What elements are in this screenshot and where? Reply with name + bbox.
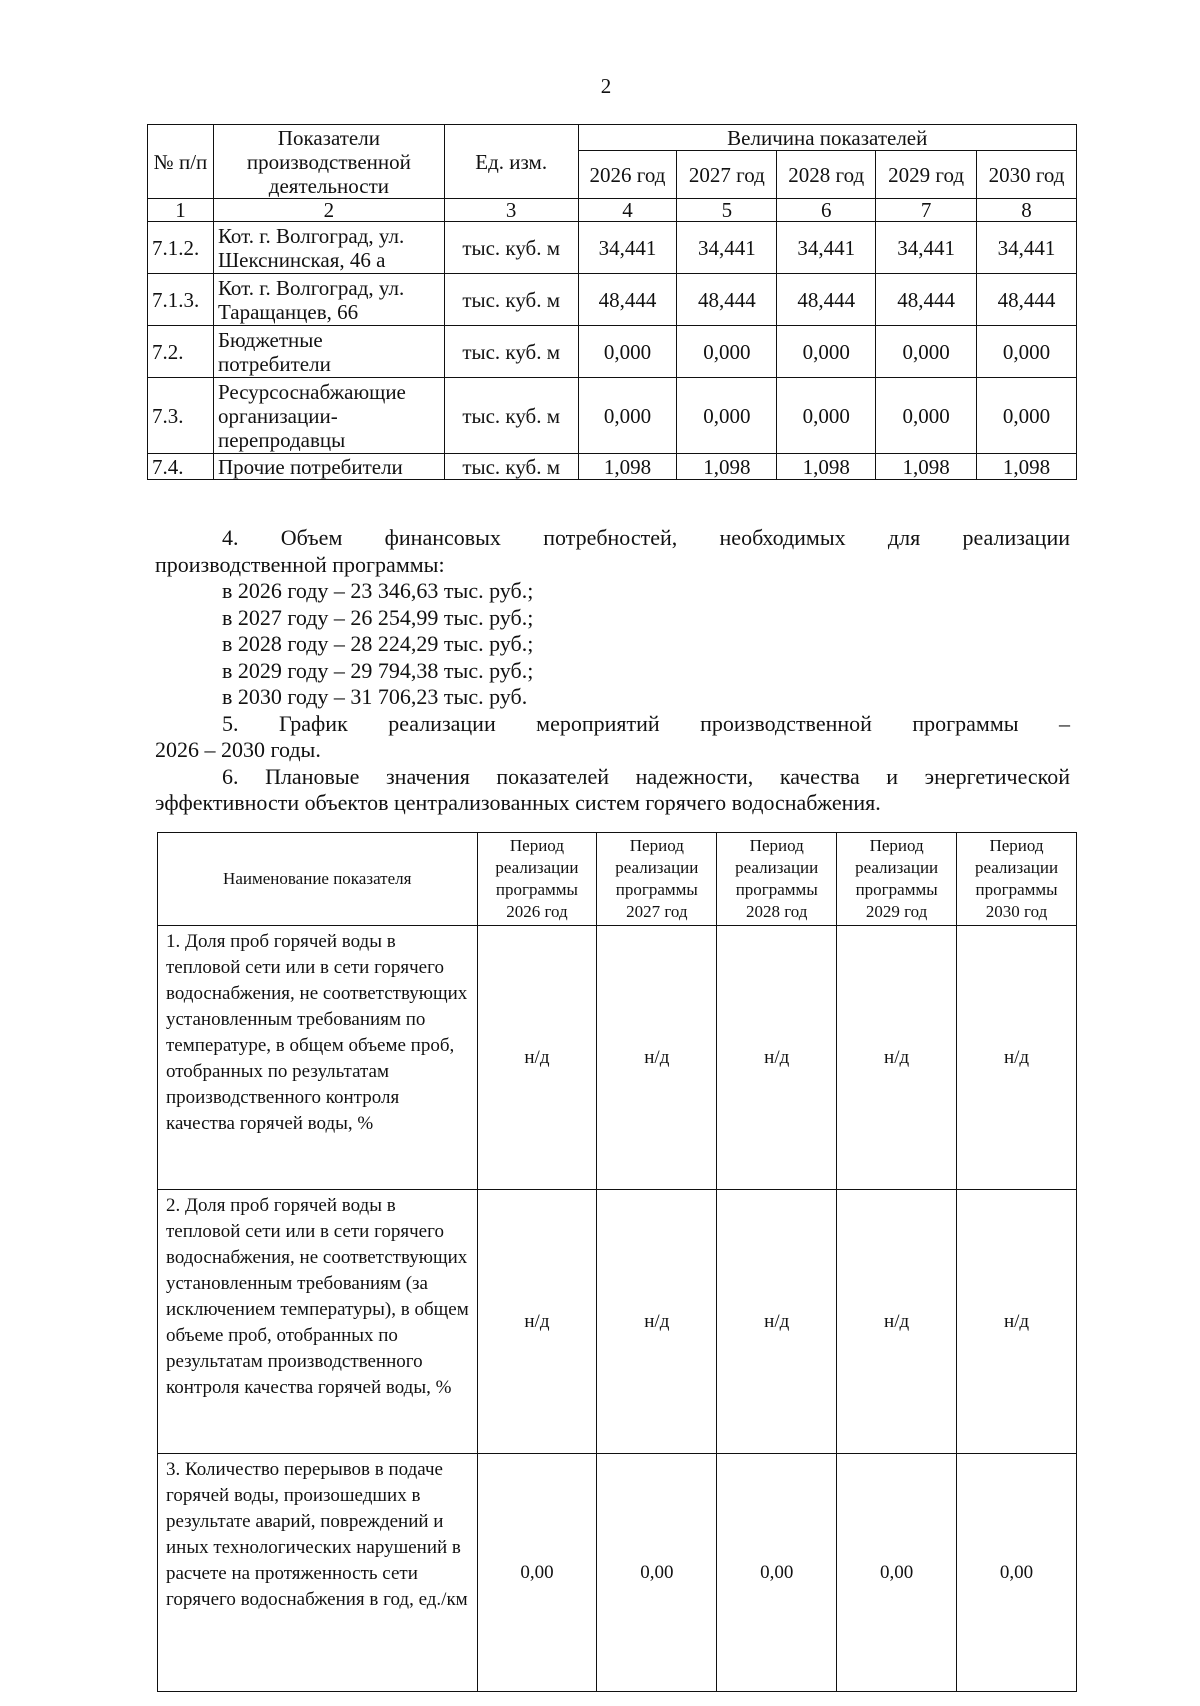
table-row — [148, 274, 1077, 326]
row-unit: тыс. куб. м — [444, 274, 578, 326]
header-period: Период реализации программы 2030 год — [957, 833, 1077, 926]
section-4-heading: 4. Объем финансовых потребностей, необходимых для реализации — [222, 525, 1070, 550]
row-value: 48,444 — [578, 274, 677, 326]
indicator-value: н/д — [837, 1190, 957, 1454]
financing-item: в 2028 году – 28 224,29 тыс. руб.; — [222, 631, 534, 656]
header-period: Период реализации программы 2027 год — [597, 833, 717, 926]
row-value: 34,441 — [876, 222, 977, 274]
header-period: Период реализации программы 2028 год — [717, 833, 837, 926]
row-value: 48,444 — [977, 274, 1077, 326]
row-value: 48,444 — [876, 274, 977, 326]
index-cell: 8 — [977, 199, 1077, 222]
table-row — [158, 1454, 1077, 1692]
row-value: 34,441 — [777, 222, 876, 274]
header-year: 2030 год — [977, 151, 1077, 199]
row-value: 0,000 — [876, 326, 977, 378]
table-row — [158, 926, 1077, 1190]
indicator-value: н/д — [957, 926, 1077, 1190]
header-name: Наименование показателя — [158, 833, 478, 926]
financing-item: в 2030 году – 31 706,23 тыс. руб. — [222, 684, 528, 709]
row-value: 1,098 — [578, 454, 677, 480]
index-cell: 1 — [148, 199, 214, 222]
header-year: 2028 год — [777, 151, 876, 199]
header-year: 2027 год — [677, 151, 777, 199]
indicator-name: 1. Доля проб горячей воды в тепловой сети или в сети горячего водоснабжения, не соответствующих установленным требованиям по температуре, в общем объеме проб, отобранных по результатам производственного контроля качества горячей воды, % — [158, 926, 478, 1190]
row-value: 34,441 — [578, 222, 677, 274]
row-name: Бюджетные потребители — [213, 326, 444, 378]
row-value: 1,098 — [876, 454, 977, 480]
header-year: 2029 год — [876, 151, 977, 199]
row-value: 1,098 — [977, 454, 1077, 480]
indicator-value: н/д — [717, 926, 837, 1190]
financing-item: в 2029 году – 29 794,38 тыс. руб.; — [222, 657, 534, 683]
section-6-line1: 6. Плановые значения показателей надежности, качества и энергетической — [222, 763, 1070, 789]
indicator-name: 2. Доля проб горячей воды в тепловой сети или в сети горячего водоснабжения, не соответствующих установленным требованиям (за исключением температуры), в общем объеме проб, отобранных по результатам производственного контроля качества горячей воды, % — [158, 1190, 478, 1454]
row-value: 0,000 — [777, 378, 876, 454]
row-value: 1,098 — [777, 454, 876, 480]
header-period: Период реализации программы 2029 год — [837, 833, 957, 926]
financing-item: в 2026 году – 23 346,63 тыс. руб.; — [222, 578, 534, 603]
index-row — [148, 199, 1077, 222]
header-values-group: Величина показателей — [578, 125, 1076, 151]
indicator-value: 0,00 — [717, 1454, 837, 1692]
index-cell: 3 — [444, 199, 578, 222]
page-number: 2 — [600, 74, 612, 98]
section-4-heading-cont: производственной программы: — [155, 551, 445, 577]
row-value: 1,098 — [677, 454, 777, 480]
indicator-value: 0,00 — [477, 1454, 597, 1692]
header-row — [158, 833, 1077, 926]
indicator-value: н/д — [837, 926, 957, 1190]
production-indicators-table — [147, 124, 1077, 480]
table-row — [148, 222, 1077, 274]
row-num: 7.1.2. — [148, 222, 214, 274]
table-row — [148, 454, 1077, 480]
header-unit: Ед. изм. — [444, 125, 578, 199]
row-value: 0,000 — [578, 326, 677, 378]
indicator-value: 0,00 — [597, 1454, 717, 1692]
table-row — [148, 326, 1077, 378]
row-num: 7.1.3. — [148, 274, 214, 326]
row-unit: тыс. куб. м — [444, 222, 578, 274]
row-value: 48,444 — [777, 274, 876, 326]
indicator-value: н/д — [597, 926, 717, 1190]
row-value: 0,000 — [977, 378, 1077, 454]
index-cell: 4 — [578, 199, 677, 222]
header-indicator: Показатели производственной деятельности — [213, 125, 444, 199]
reliability-indicators-table — [157, 832, 1077, 1692]
row-value: 0,000 — [677, 378, 777, 454]
indicator-value: н/д — [597, 1190, 717, 1454]
header-num: № п/п — [148, 125, 214, 199]
row-value: 0,000 — [777, 326, 876, 378]
financing-item: в 2027 году – 26 254,99 тыс. руб.; — [222, 604, 534, 630]
indicator-name: 3. Количество перерывов в подаче горячей воды, произошедших в результате аварий, повреждений и иных технологических нарушений в расчете на протяженность сети горячего водоснабжения в год, ед./км — [158, 1454, 478, 1692]
index-cell: 5 — [677, 199, 777, 222]
row-name: Кот. г. Волгоград, ул. Таращанцев, 66 — [213, 274, 444, 326]
row-name: Кот. г. Волгоград, ул. Шекснинская, 46 а — [213, 222, 444, 274]
row-num: 7.4. — [148, 454, 214, 480]
row-num: 7.3. — [148, 378, 214, 454]
header-year: 2026 год — [578, 151, 677, 199]
row-value: 48,444 — [677, 274, 777, 326]
indicator-value: н/д — [477, 1190, 597, 1454]
index-cell: 2 — [213, 199, 444, 222]
section-5-line2: 2026 – 2030 годы. — [155, 737, 321, 762]
header-period: Период реализации программы 2026 год — [477, 833, 597, 926]
indicator-value: 0,00 — [957, 1454, 1077, 1692]
row-name: Прочие потребители — [213, 454, 444, 480]
row-value: 34,441 — [677, 222, 777, 274]
indicator-value: н/д — [477, 926, 597, 1190]
row-unit: тыс. куб. м — [444, 378, 578, 454]
row-name: Ресурсоснабжающие организации-перепродавцы — [213, 378, 444, 454]
section-6-line2: эффективности объектов централизованных систем горячего водоснабжения. — [155, 790, 881, 815]
row-unit: тыс. куб. м — [444, 326, 578, 378]
row-value: 0,000 — [578, 378, 677, 454]
table-row — [148, 378, 1077, 454]
indicator-value: н/д — [957, 1190, 1077, 1454]
table-row — [158, 1190, 1077, 1454]
section-5-line1: 5. График реализации мероприятий производственной программы – — [222, 710, 1070, 736]
section-4 — [155, 525, 1070, 817]
row-value: 0,000 — [977, 326, 1077, 378]
indicator-value: 0,00 — [837, 1454, 957, 1692]
indicator-value: н/д — [717, 1190, 837, 1454]
row-unit: тыс. куб. м — [444, 454, 578, 480]
row-value: 0,000 — [876, 378, 977, 454]
index-cell: 7 — [876, 199, 977, 222]
row-num: 7.2. — [148, 326, 214, 378]
row-value: 34,441 — [977, 222, 1077, 274]
row-value: 0,000 — [677, 326, 777, 378]
index-cell: 6 — [777, 199, 876, 222]
